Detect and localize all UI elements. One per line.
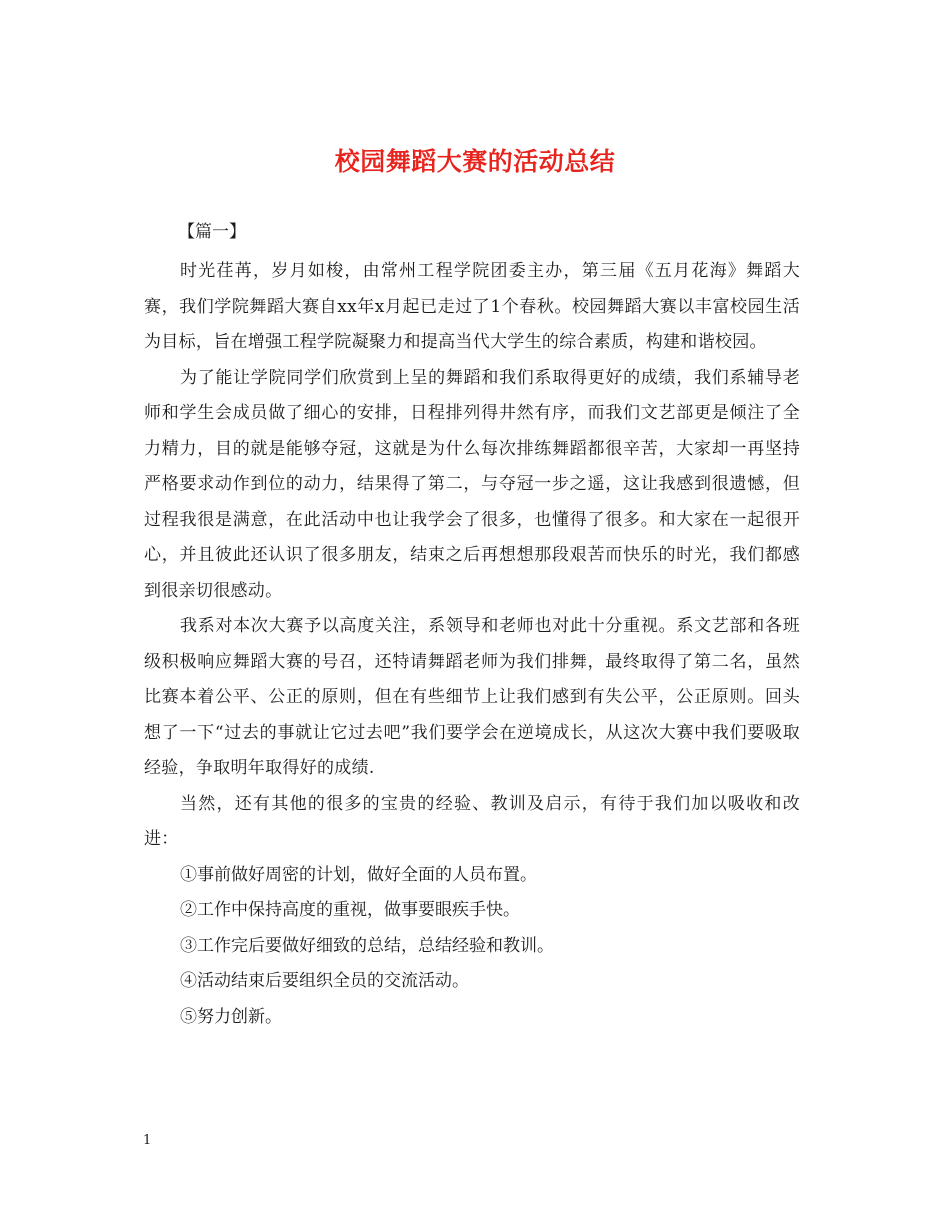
page-number: 1 <box>143 1133 152 1148</box>
document-title: 校园舞蹈大赛的活动总结 <box>334 147 616 176</box>
list-item-4: ④活动结束后要组织全员的交流活动。 <box>180 971 469 991</box>
section-label: 【篇一】 <box>178 222 246 242</box>
paragraph-4: 当然，还有其他的很多的宝贵的经验、教训及启示，有待于我们加以吸收和改进： <box>144 793 800 849</box>
list-item-2: ②工作中保持高度的重视，做事要眼疾手快。 <box>180 900 520 920</box>
list-item-1: ①事前做好周密的计划，做好全面的人员布置。 <box>180 864 537 885</box>
document-body <box>144 254 800 1035</box>
paragraph-2: 为了能让学院同学们欣赏到上呈的舞蹈和我们系取得更好的成绩，我们系辅导老师和学生会成员做了细心的安排，日程排列得井然有序，而我们文艺部更是倾注了全力精力，目的就是能够夺冠，这就是为什么每次排练舞蹈都很辛苦，大家却一再坚持严格要求动作到位的动力，结果得了第二，与夺冠一步之遥，这让我感到很遗憾，但过程我很是满意，在此活动中也让我学会了很多，也懂得了很多。和大家在一起很开心，并且彼此还认识了很多朋友，结束之后再想想那段艰苦而快乐的时光，我们都感到很亲切很感动。 <box>144 367 800 601</box>
paragraph-1: 时光荏苒，岁月如梭，由常州工程学院团委主办，第三届《五月花海》舞蹈大赛，我们学院舞蹈大赛自xx年x月起已走过了1个春秋。校园舞蹈大赛以丰富校园生活为目标，旨在增强工程学院凝聚力和提高当代大学生的综合素质，构建和谐校园。 <box>144 261 800 352</box>
list-item-3: ③工作完后要做好细致的总结，总结经验和教训。 <box>180 935 554 956</box>
list-item-5: ⑤努力创新。 <box>180 1006 282 1027</box>
paragraph-3: 我系对本次大赛予以高度关注，系领导和老师也对此十分重视。系文艺部和各班级积极响应舞蹈大赛的号召，还特请舞蹈老师为我们排舞，最终取得了第二名，虽然比赛本着公平、公正的原则，但在有些细节上让我们感到有失公平，公正原则。回头想了一下“过去的事就让它过去吧”我们要学会在逆境成长，从这次大赛中我们要吸取经验，争取明年取得好的成绩. <box>144 616 800 778</box>
